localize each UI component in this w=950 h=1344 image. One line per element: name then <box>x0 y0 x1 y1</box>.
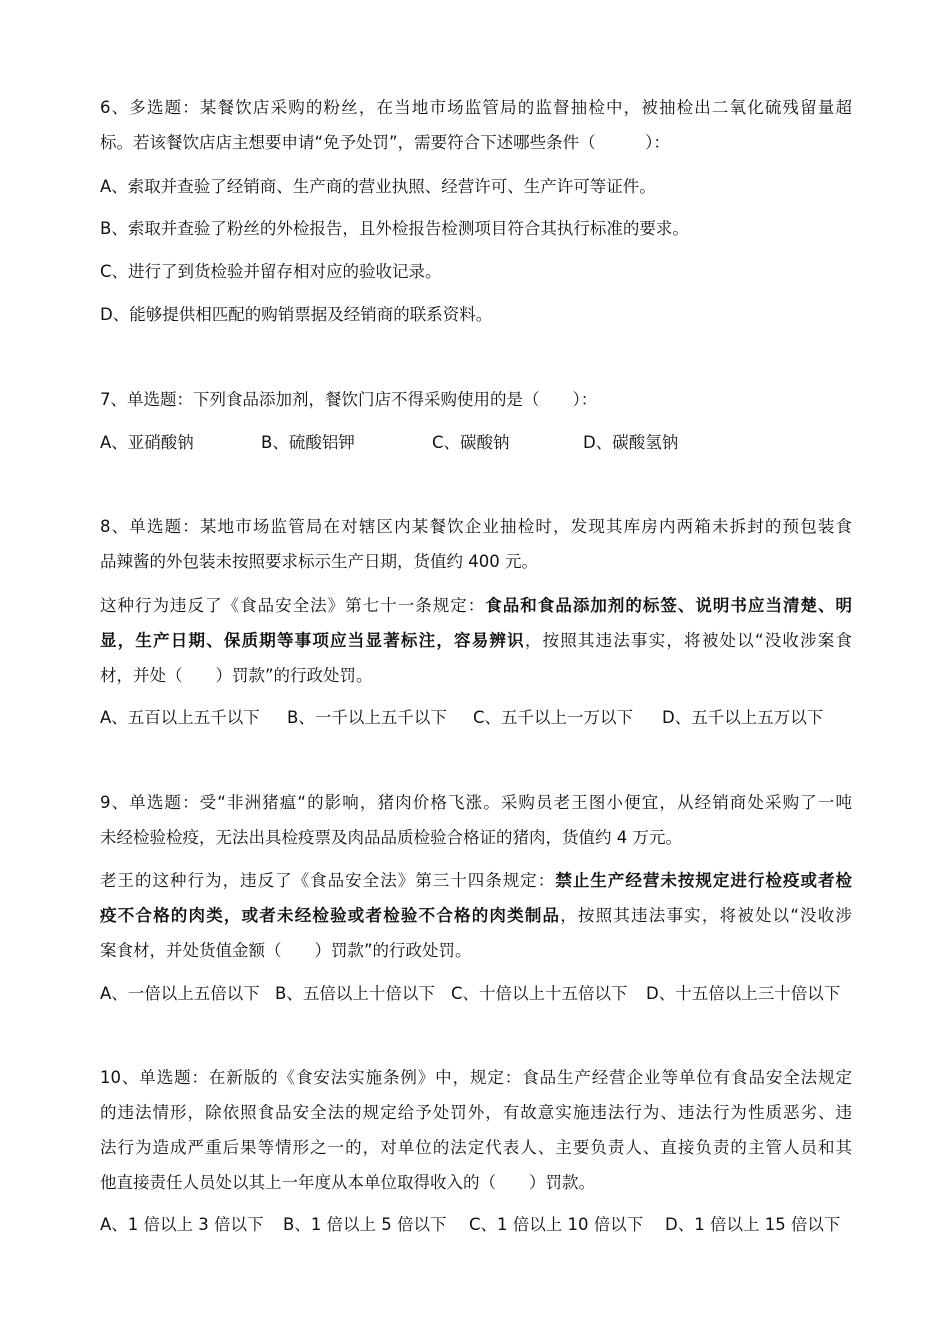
q9-option-d: D、十五倍以上三十倍以下 <box>646 984 841 1003</box>
q7-stem: 7、单选题：下列食品添加剂，餐饮门店不得采购使用的是（ ）： <box>100 390 598 409</box>
q9-option-b: B、五倍以上十倍以下 <box>275 984 435 1003</box>
q8-option-c: C、五千以上一万以下 <box>473 708 634 727</box>
q6-option-b: B、索取并查验了粉丝的外检报告，且外检报告检测项目符合其执行标准的要求。 <box>100 219 689 238</box>
q8-law-line1 <box>100 595 852 617</box>
q10-stem-line3: 法行为造成严重后果等情形之一的，对单位的法定代表人、主要负责人、直接负责的主管人员和其 <box>100 1138 852 1157</box>
q6-stem-line2: 标。若该餐饮店店主想要申请“免予处罚”，需要符合下述哪些条件（ ）： <box>100 133 670 152</box>
q7-option-a: A、亚硝酸钠 <box>100 433 194 452</box>
q8-option-b: B、一千以上五千以下 <box>287 708 447 727</box>
q7-option-c: C、碳酸钠 <box>432 433 510 452</box>
q9-law-intro: 老王的这种行为，违反了《食品安全法》第三十四条规定： <box>100 871 556 890</box>
q10-option-b: B、1 倍以上 5 倍以下 <box>283 1215 447 1234</box>
q9-law-line2 <box>100 905 852 927</box>
q8-option-d: D、五千以上五万以下 <box>662 708 824 727</box>
q8-law-bold1: 食品和食品添加剂的标签、说明书应当清楚、明 <box>485 596 853 615</box>
q10-stem-line4: 他直接责任人员处以其上一年度从本单位取得收入的（ ）罚款。 <box>100 1173 595 1192</box>
q8-law-bold2: 显，生产日期、保质期等事项应当显著标注，容易辨识 <box>100 631 525 650</box>
q8-law-intro: 这种行为违反了《食品安全法》第七十一条规定： <box>100 596 486 615</box>
q10-option-c: C、1 倍以上 10 倍以下 <box>469 1215 644 1234</box>
q6-option-a: A、索取并查验了经销商、生产商的营业执照、经营许可、生产许可等证件。 <box>100 177 656 196</box>
q9-option-a: A、一倍以上五倍以下 <box>100 984 260 1003</box>
q10-stem-line2: 的违法情形，除依照食品安全法的规定给予处罚外，有故意实施违法行为、违法行为性质恶劣、违 <box>100 1103 852 1122</box>
q9-law-bold1: 禁止生产经营未按规定进行检疫或者检 <box>555 871 853 890</box>
q7-option-d: D、碳酸氢钠 <box>583 433 679 452</box>
q8-law-line3: 材，并处（ ）罚款”的行政处罚。 <box>100 666 373 685</box>
q8-law-line2 <box>100 630 852 652</box>
q10-option-d: D、1 倍以上 15 倍以下 <box>665 1215 841 1234</box>
q9-stem-line2: 未经检验检疫，无法出具检疫票及肉品品质检验合格证的猪肉，货值约 4 万元。 <box>100 828 682 847</box>
q9-law-penalty: ，按照其违法事实，将被处以“没收涉 <box>560 906 852 925</box>
q10-option-a: A、1 倍以上 3 倍以下 <box>100 1215 264 1234</box>
q10-stem-line1: 10、单选题：在新版的《食安法实施条例》中，规定：食品生产经营企业等单位有食品安全法规定 <box>100 1068 852 1087</box>
q8-law-penalty: ，按照其违法事实，将被处以“没收涉案食 <box>524 631 852 650</box>
q6-option-d: D、能够提供相匹配的购销票据及经销商的联系资料。 <box>100 305 493 324</box>
q6-option-c: C、进行了到货检验并留存相对应的验收记录。 <box>100 262 442 281</box>
q9-option-c: C、十倍以上十五倍以下 <box>451 984 628 1003</box>
q9-law-line1 <box>100 870 852 892</box>
q8-stem-line1: 8、单选题：某地市场监管局在对辖区内某餐饮企业抽检时，发现其库房内两箱未拆封的预包装食 <box>100 517 852 536</box>
q9-stem-line1: 9、单选题：受“非洲猪瘟“的影响，猪肉价格飞涨。采购员老王图小便宜，从经销商处采购了一吨 <box>100 793 852 812</box>
q9-law-line3: 案食材，并处货值金额（ ）罚款”的行政处罚。 <box>100 941 472 960</box>
q8-stem-line2: 品辣酱的外包装未按照要求标示生产日期，货值约 400 元。 <box>100 552 538 571</box>
q6-stem-line1: 6、多选题：某餐饮店采购的粉丝，在当地市场监管局的监督抽检中，被抽检出二氧化硫残留量超 <box>100 98 852 117</box>
q7-option-b: B、硫酸铝钾 <box>261 433 355 452</box>
q9-law-bold2: 疫不合格的肉类，或者未经检验或者检验不合格的肉类制品 <box>100 906 561 925</box>
q8-option-a: A、五百以上五千以下 <box>100 708 260 727</box>
